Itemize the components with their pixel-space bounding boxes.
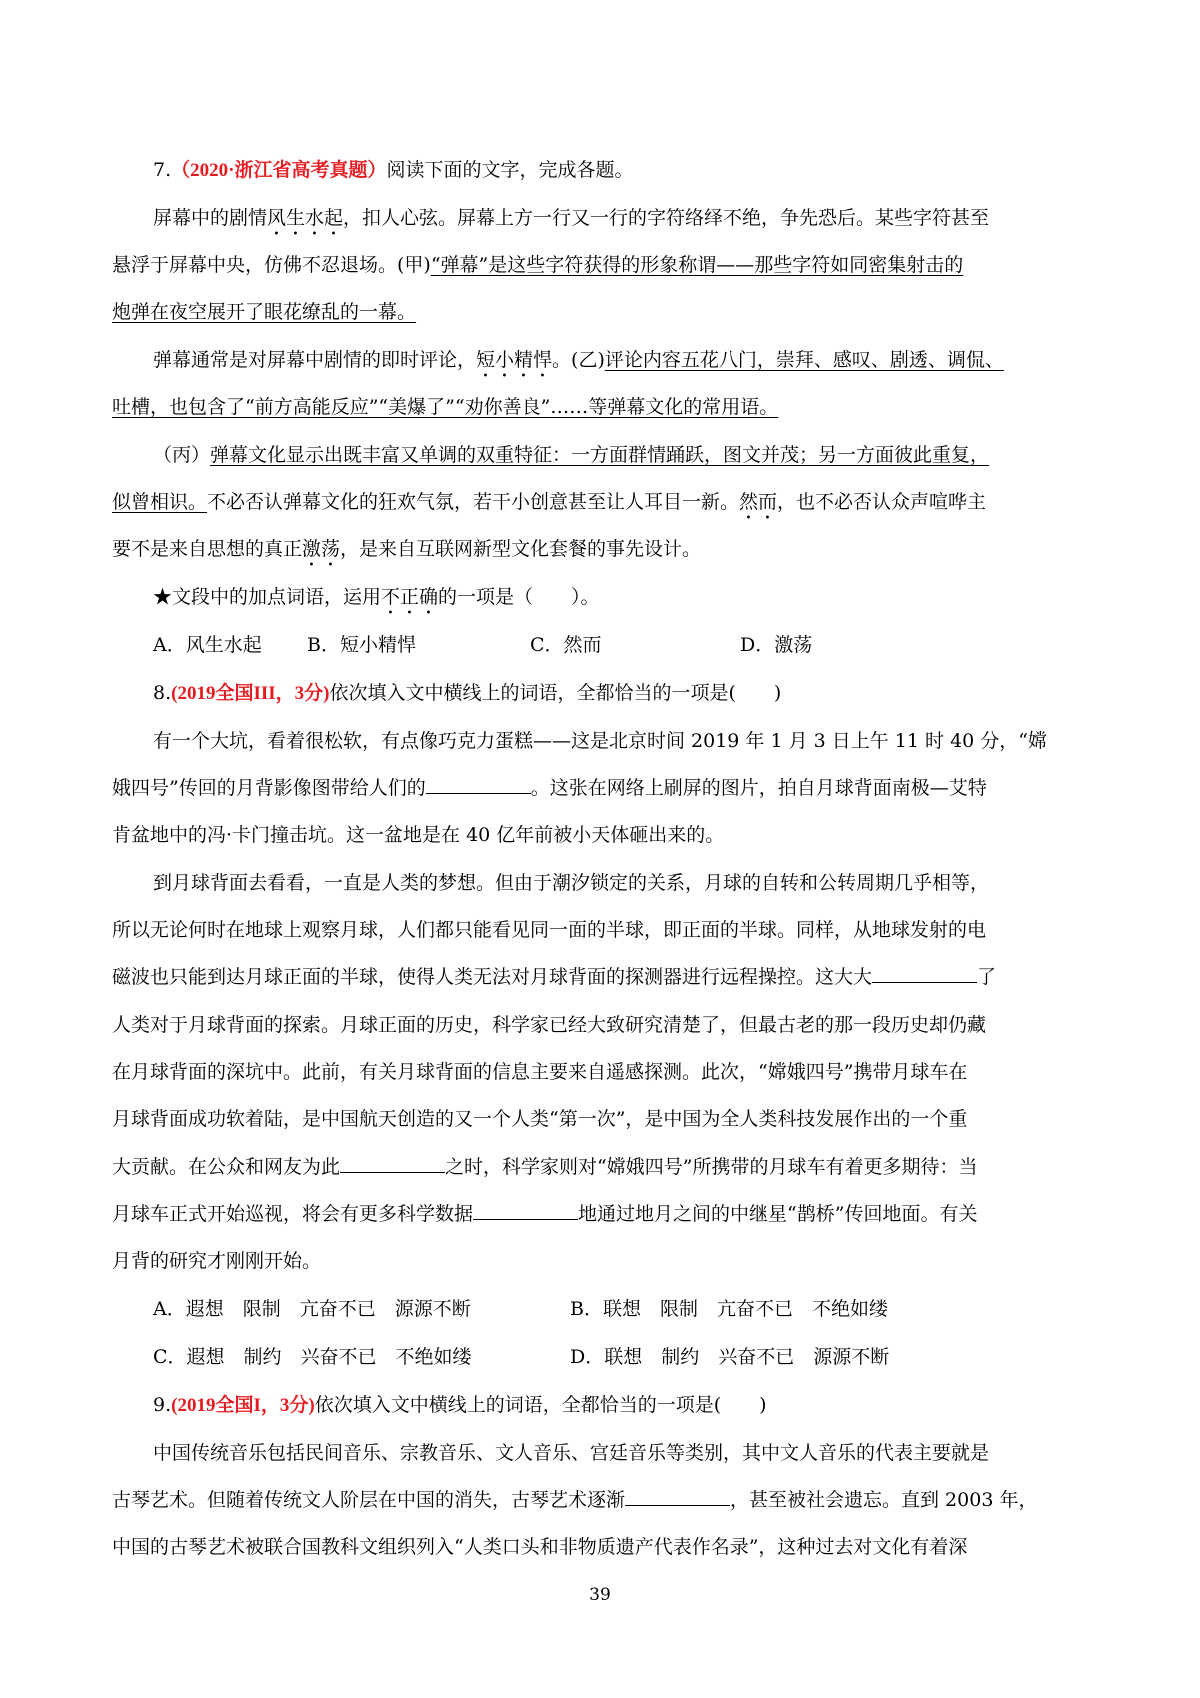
underlined-sentence: 吐槽，也包含了“前方高能反应”“美爆了”“劝你善良”……等弹幕文化的常用语。: [112, 396, 779, 418]
dotted-word: 然而: [739, 491, 778, 513]
fill-blank: [426, 775, 531, 794]
q8-source-tag: (2019全国III，3分): [171, 683, 330, 704]
q8-heading: [153, 678, 1098, 709]
underlined-sentence: 炮弹在夜空展开了眼花缭乱的一幕。: [112, 301, 417, 323]
q8-option-b: B．联想 限制 亢奋不已 不绝如缕: [570, 1298, 888, 1320]
q9-heading: [153, 1390, 1098, 1421]
q7-para2-line2: [112, 392, 1057, 422]
q9-prompt: 依次填入文中横线上的词语，全都恰当的一项是( ): [314, 1394, 767, 1416]
dotted-word: 激荡: [302, 538, 341, 560]
q7-para2-line1: 弹幕通常是对屏幕中剧情的即时评论，短小精悍。(乙)评论内容五花八门，崇拜、感叹、剧透、调侃、: [153, 349, 1004, 371]
q8-line3: 肯盆地中的冯·卡门撞击坑。这一盆地是在 40 亿年前被小天体砸出来的。: [112, 824, 725, 846]
q9-line1: 中国传统音乐包括民间音乐、宗教音乐、文人音乐、宫廷音乐等类别，其中文人音乐的代表主要就是: [153, 1442, 990, 1464]
q9-line3: 中国的古琴艺术被联合国教科文组织列入“人类口头和非物质遗产代表作名录”，这种过去对文化有着深: [112, 1536, 968, 1558]
q7-para1-line1: 屏幕中的剧情风生水起，扣人心弦。屏幕上方一行又一行的字符络绎不绝，争先恐后。某些字符甚至: [153, 207, 990, 229]
q8-option-c: C．遐想 制约 兴奋不已 不绝如缕: [153, 1346, 472, 1368]
dotted-word: 不正确: [381, 586, 439, 608]
underlined-sentence: 似曾相识。: [112, 491, 208, 513]
q8-line4: 到月球背面去看看，一直是人类的梦想。但由于潮汐锁定的关系，月球的自转和公转周期几乎相等，: [153, 872, 990, 894]
fill-blank: [340, 1154, 445, 1173]
fill-blank: [872, 964, 977, 983]
q7-source-tag: （2020·浙江省高考真题）: [171, 160, 387, 181]
q9-source-tag: (2019全国I，3分): [171, 1395, 315, 1416]
q7-para3-line1: （丙）弹幕文化显示出既丰富又单调的双重特征：一方面群情踊跃，图文并茂；另一方面彼此重复，: [153, 444, 990, 466]
fill-blank: [625, 1487, 730, 1506]
fill-blank: [473, 1201, 578, 1220]
q8-option-a: A．遐想 限制 亢奋不已 源源不断: [153, 1298, 471, 1320]
q8-line11: 月球车正式开始巡视，将会有更多科学数据 地通过地月之间的中继星“鹊桥”传回地面。有关: [112, 1203, 978, 1225]
q7-option-d: D．激荡: [740, 634, 813, 656]
q7-prompt: 阅读下面的文字，完成各题。: [386, 159, 634, 181]
underlined-sentence: 评论内容五花八门，崇拜、感叹、剧透、调侃、: [604, 349, 1004, 371]
q7-number: 7.: [153, 159, 172, 181]
dotted-word: 风生水起: [267, 207, 344, 229]
q8-line10: 大贡献。在公众和网友为此 之时，科学家则对“嫦娥四号”所携带的月球车有着更多期待：当: [112, 1156, 978, 1178]
q7-option-c: C．然而: [530, 634, 602, 656]
q8-option-d: D．联想 制约 兴奋不已 源源不断: [570, 1346, 890, 1368]
underlined-sentence: 弹幕文化显示出既丰富又单调的双重特征：一方面群情踊跃，图文并茂；另一方面彼此重复，: [210, 444, 990, 466]
q7-para3-line2: 似曾相识。不必否认弹幕文化的狂欢气氛，若干小创意甚至让人耳目一新。然而，也不必否认众声喧哗主: [112, 491, 987, 513]
q8-line9: 月球背面成功软着陆，是中国航天创造的又一个人类“第一次”，是中国为全人类科技发展作出的一个重: [112, 1108, 968, 1130]
q8-number: 8.: [153, 682, 172, 704]
q8-line8: 在月球背面的深坑中。此前，有关月球背面的信息主要来自遥感探测。此次，“嫦娥四号”携带月球车在: [112, 1061, 968, 1083]
underlined-sentence: “弹幕”是这些字符获得的形象称谓——那些字符如同密集射击的: [430, 254, 964, 276]
q8-line2: 娥四号”传回的月背影像图带给人们的 。这张在网络上刷屏的图片，拍自月球背面南极—艾特: [112, 777, 987, 799]
q9-line2: 古琴艺术。但随着传统文人阶层在中国的消失，古琴艺术逐渐 ，甚至被社会遗忘。直到 2003 年，: [112, 1489, 1038, 1511]
q8-line7: 人类对于月球背面的探索。月球正面的历史，科学家已经大致研究清楚了，但最古老的那一段历史却仍藏: [112, 1014, 987, 1036]
q9-number: 9.: [153, 1394, 172, 1416]
q7-para1-line2: 悬浮于屏幕中央，仿佛不忍退场。(甲)“弹幕”是这些字符获得的形象称谓——那些字符如同密集射击的: [112, 254, 964, 276]
q8-line12: 月背的研究才刚刚开始。: [112, 1250, 322, 1272]
q8-prompt: 依次填入文中横线上的词语，全都恰当的一项是( ): [329, 682, 782, 704]
q7-option-b: B．短小精悍: [307, 634, 416, 656]
q7-heading: [153, 155, 1098, 186]
q7-para3-line3: 要不是来自思想的真正激荡，是来自互联网新型文化套餐的事先设计。: [112, 538, 702, 560]
q7-option-a: A．风生水起: [153, 634, 262, 656]
q7-para1-line3: [112, 297, 1057, 327]
q7-question: ★文段中的加点词语，运用不正确的一项是（ ）。: [153, 586, 600, 608]
q8-line1: 有一个大坑，看着很松软，有点像巧克力蛋糕——这是北京时间 2019 年 1 月 3 日上午 11 时 40 分，“嫦: [153, 730, 1047, 752]
q8-line5: 所以无论何时在地球上观察月球，人们都只能看见同一面的半球，即正面的半球。同样，从地球发射的电: [112, 919, 987, 941]
page-number: 39: [589, 1585, 611, 1605]
q8-line6: 磁波也只能到达月球正面的半球，使得人类无法对月球背面的探测器进行远程操控。这大大 了: [112, 966, 997, 988]
dotted-word: 短小精悍: [476, 349, 553, 371]
